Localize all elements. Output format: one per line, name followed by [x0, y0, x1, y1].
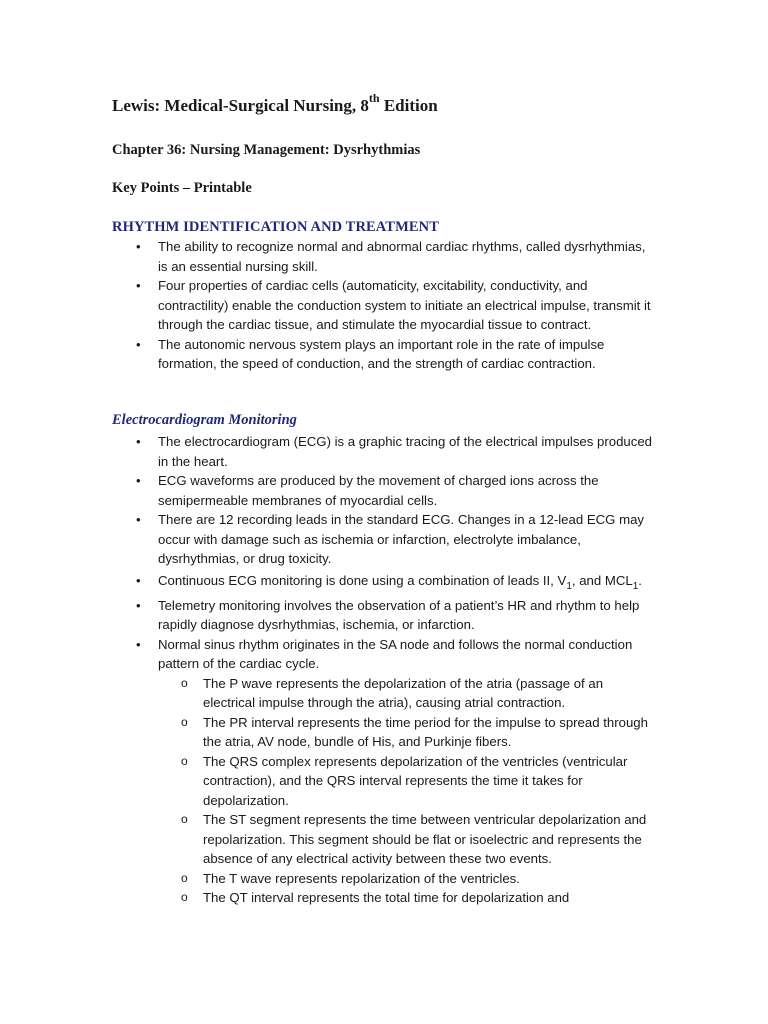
sub-list-item [181, 810, 655, 869]
list-item [0, 471, 658, 510]
key-points-heading: Key Points – Printable [112, 180, 252, 196]
sub-bullet-text: The ST segment represents the time between ventricular depolarization and repolarization. This segment should be flat or isoelectric and represents the absence of any electrical activity between these two events. [203, 812, 647, 866]
bullet-text: The ability to recognize normal and abnormal cardiac rhythms, called dysrhythmias, is an essential nursing skill. [158, 239, 646, 274]
subscript: 1 [632, 580, 639, 592]
sub-bullet-marker: o [181, 870, 188, 885]
chapter-heading: Chapter 36: Nursing Management: Dysrhythmias [112, 142, 421, 158]
section2-bullet-list [0, 432, 768, 908]
section1-bullet-list [0, 237, 768, 374]
section-heading-ecg-monitoring: Electrocardiogram Monitoring [112, 412, 297, 428]
sub-bullet-text: The T wave represents repolarization of the ventricles. [203, 870, 520, 886]
sub-list-item [181, 674, 655, 713]
bullet-marker: • [136, 434, 141, 449]
sub-bullet-marker: o [181, 890, 188, 904]
list-item [0, 432, 658, 471]
bullet-text: , and MCL [571, 572, 633, 588]
sub-list-item [181, 713, 655, 752]
sub-bullet-text: The QT interval represents the total time for depolarization and [203, 890, 570, 905]
list-item [0, 237, 658, 276]
bullet-marker: • [136, 336, 141, 352]
section-heading-rhythm: RHYTHM IDENTIFICATION AND TREATMENT [112, 219, 439, 235]
list-item-leads [0, 569, 658, 592]
bullet-text: ECG waveforms are produced by the movement of charged ions across the semipermeable membranes of myocardial cells. [158, 473, 599, 508]
list-item [0, 596, 658, 635]
bullet-text: Normal sinus rhythm originates in the SA node and follows the normal conduction pattern of the cardiac cycle. [158, 636, 633, 671]
bullet-marker: • [136, 636, 141, 652]
list-item [0, 635, 658, 908]
bullet-text: Continuous ECG monitoring is done using a combination of leads II, V [158, 572, 567, 588]
sub-list-item [181, 888, 655, 908]
bullet-text: . [638, 572, 642, 588]
sub-bullet-marker: o [181, 675, 188, 690]
bullet-text: The electrocardiogram (ECG) is a graphic tracing of the electrical impulses produced in the heart. [158, 434, 653, 469]
bullet-marker: • [136, 512, 141, 527]
title-text: Lewis: Medical-Surgical Nursing, 8 [112, 96, 369, 115]
title-edition: Edition [379, 96, 438, 115]
sub-list-item [181, 752, 655, 811]
bullet-marker: • [136, 597, 141, 613]
document-title [112, 91, 438, 116]
bullet-marker: • [136, 278, 141, 293]
bullet-marker: • [136, 239, 141, 254]
bullet-text: The autonomic nervous system plays an important role in the rate of impulse formation, the speed of conduction, and the strength of cardiac contraction. [158, 336, 605, 371]
sub-bullet-text: The QRS complex represents depolarization of the ventricles (ventricular contraction), and the QRS interval represents the time it takes for depolarization. [203, 753, 628, 808]
bullet-text: Four properties of cardiac cells (automaticity, excitability, conductivity, and contractility) enable the conduction system to initiate an electrical impulse, transmit it through the cardiac tissue, and stimulate the myocardial tissue to contract. [158, 278, 651, 332]
bullet-text: Telemetry monitoring involves the observation of a patient’s HR and rhythm to help rapidly diagnose dysrhythmias, ischemia, or infarction. [158, 597, 640, 632]
title-superscript: th [368, 91, 380, 105]
sub-bullet-marker: o [181, 753, 188, 768]
list-item [0, 510, 658, 569]
sub-bullet-list [158, 674, 658, 908]
bullet-text: There are 12 recording leads in the standard ECG. Changes in a 12-lead ECG may occur with damage such as ischemia or infarction, electrolyte imbalance, dysrhythmias, or drug toxicity. [158, 512, 645, 566]
sub-bullet-text: The PR interval represents the time period for the impulse to spread through the atria, AV node, bundle of His, and Purkinje fibers. [203, 714, 648, 749]
subscript: 1 [566, 580, 572, 592]
list-item [0, 335, 658, 374]
sub-bullet-marker: o [181, 812, 188, 826]
sub-bullet-text: The P wave represents the depolarization of the atria (passage of an electrical impulse through the atria), causing atrial contraction. [203, 675, 604, 710]
bullet-marker: • [136, 572, 141, 588]
list-item [0, 276, 658, 335]
sub-bullet-marker: o [181, 714, 188, 729]
bullet-marker: • [136, 473, 141, 488]
sub-list-item [181, 869, 655, 889]
